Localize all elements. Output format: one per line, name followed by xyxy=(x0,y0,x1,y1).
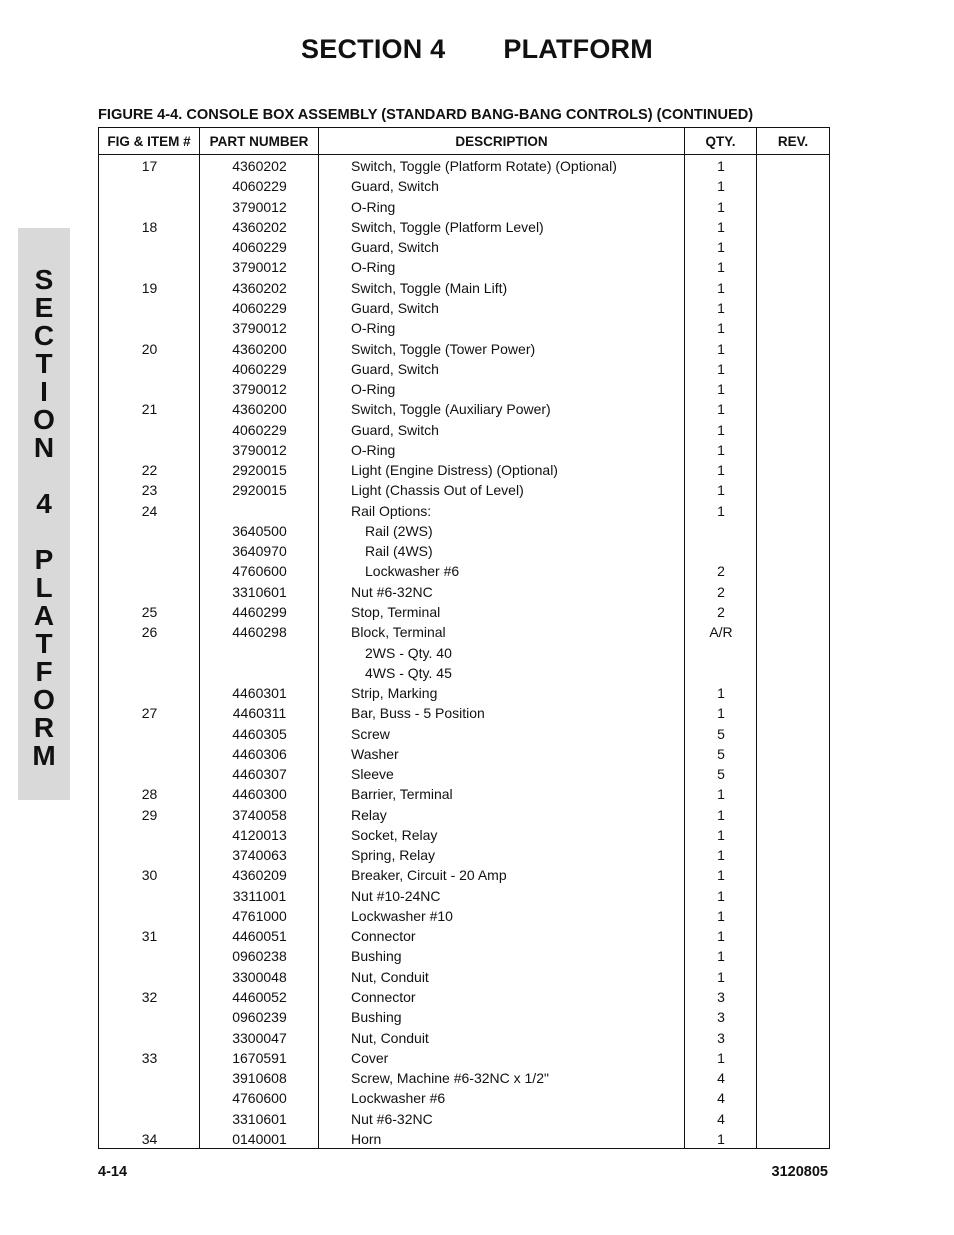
table-row xyxy=(99,784,829,804)
table-row xyxy=(99,379,829,399)
fig-item-cell: 22 xyxy=(141,462,158,479)
table-row xyxy=(99,886,829,906)
description-cell: O-Ring xyxy=(351,259,396,276)
part-number-cell: 4360200 xyxy=(232,340,287,357)
part-number-cell: 4060229 xyxy=(232,421,287,438)
part-number-cell: 4460311 xyxy=(232,705,287,722)
qty-cell: 1 xyxy=(717,198,725,215)
part-number-cell: 2920015 xyxy=(232,482,287,499)
qty-cell: 1 xyxy=(717,401,725,418)
fig-item-cell: 17 xyxy=(141,158,158,175)
part-number-cell: 2920015 xyxy=(232,462,287,479)
table-row xyxy=(99,906,829,926)
table-row xyxy=(99,865,829,885)
qty-cell: 1 xyxy=(717,907,725,924)
table-row xyxy=(99,480,829,500)
part-number-cell: 4120013 xyxy=(232,826,287,843)
qty-cell: 1 xyxy=(717,968,725,985)
fig-item-cell: 18 xyxy=(141,218,158,235)
page-number: 4-14 xyxy=(98,1164,128,1180)
table-row xyxy=(99,318,829,338)
qty-cell: 1 xyxy=(717,705,725,722)
section-title xyxy=(0,34,954,65)
description-cell: Switch, Toggle (Platform Level) xyxy=(351,218,544,235)
fig-item-cell: 30 xyxy=(141,867,158,884)
part-number-cell: 1670591 xyxy=(232,1049,287,1066)
description-cell: Washer xyxy=(351,745,399,762)
table-row xyxy=(99,683,829,703)
table-row xyxy=(99,440,829,460)
description-cell: Guard, Switch xyxy=(351,239,439,256)
description-cell: Sleeve xyxy=(351,766,394,783)
qty-cell: 1 xyxy=(717,887,725,904)
fig-item-cell: 27 xyxy=(141,705,158,722)
description-cell: Block, Terminal xyxy=(351,624,446,641)
part-number-cell: 4360200 xyxy=(232,401,287,418)
table-row xyxy=(99,703,829,723)
part-number-cell: 3790012 xyxy=(232,381,287,398)
table-row xyxy=(99,987,829,1007)
part-number-cell: 4060229 xyxy=(232,239,287,256)
qty-cell: 1 xyxy=(717,462,725,479)
table-row xyxy=(99,642,829,662)
part-number-cell: 3310601 xyxy=(232,1110,287,1127)
side-tab-letter: I xyxy=(40,376,48,407)
part-number-cell: 0960239 xyxy=(232,1009,287,1026)
qty-cell: 1 xyxy=(717,948,725,965)
description-cell: O-Ring xyxy=(351,198,396,215)
table-body xyxy=(99,155,829,1148)
qty-cell: 4 xyxy=(717,1090,725,1107)
table-row xyxy=(99,967,829,987)
qty-cell: 5 xyxy=(717,766,725,783)
table-row xyxy=(99,460,829,480)
qty-cell: 1 xyxy=(717,340,725,357)
qty-cell: 1 xyxy=(717,299,725,316)
description-cell: O-Ring xyxy=(351,441,396,458)
description-cell: Switch, Toggle (Auxiliary Power) xyxy=(351,401,551,418)
qty-cell: 5 xyxy=(717,725,725,742)
table-row xyxy=(99,399,829,419)
fig-item-cell: 29 xyxy=(141,806,158,823)
document-number: 3120805 xyxy=(771,1164,828,1180)
side-tab-letter: L xyxy=(35,572,53,603)
part-number-cell: 3790012 xyxy=(232,198,287,215)
part-number-cell: 0960238 xyxy=(232,948,287,965)
description-cell: Bushing xyxy=(351,1009,402,1026)
table-row xyxy=(99,217,829,237)
part-number-cell: 3640500 xyxy=(232,522,287,539)
qty-cell: 1 xyxy=(717,441,725,458)
qty-cell: 1 xyxy=(717,178,725,195)
section-name: PLATFORM xyxy=(503,34,653,64)
part-number-cell: 4460300 xyxy=(232,786,287,803)
parts-table xyxy=(98,127,830,1149)
part-number-cell: 3740058 xyxy=(232,806,287,823)
part-number-cell: 4761000 xyxy=(232,907,287,924)
description-cell: Bar, Buss - 5 Position xyxy=(351,705,485,722)
fig-item-cell: 34 xyxy=(141,1130,158,1147)
table-row xyxy=(99,825,829,845)
description-cell: Connector xyxy=(351,928,416,945)
qty-cell: 1 xyxy=(717,259,725,276)
qty-cell: 1 xyxy=(717,381,725,398)
col-header-rev: REV. xyxy=(777,133,809,149)
table-row xyxy=(99,764,829,784)
part-number-cell: 4460307 xyxy=(232,766,287,783)
table-row xyxy=(99,744,829,764)
description-cell: Guard, Switch xyxy=(351,421,439,438)
side-tab-letter: T xyxy=(35,348,53,379)
part-number-cell: 4060229 xyxy=(232,299,287,316)
table-row xyxy=(99,237,829,257)
part-number-cell: 4460305 xyxy=(232,725,287,742)
part-number-cell: 4360209 xyxy=(232,867,287,884)
fig-item-cell: 19 xyxy=(141,279,158,296)
qty-cell: 1 xyxy=(717,806,725,823)
qty-cell: 3 xyxy=(717,989,725,1006)
description-cell: Rail (2WS) xyxy=(365,522,433,539)
section-side-tab xyxy=(18,228,70,800)
section-label: SECTION 4 xyxy=(301,34,446,64)
qty-cell: 1 xyxy=(717,928,725,945)
figure-title: FIGURE 4-4. CONSOLE BOX ASSEMBLY (STANDARD BANG-BANG CONTROLS) (CONTINUED) xyxy=(98,107,754,123)
part-number-cell: 4760600 xyxy=(232,563,287,580)
side-tab-letter: F xyxy=(35,656,53,687)
description-cell: Socket, Relay xyxy=(351,826,438,843)
table-row xyxy=(99,521,829,541)
part-number-cell: 4460051 xyxy=(232,928,287,945)
part-number-cell: 4360202 xyxy=(232,218,287,235)
table-row xyxy=(99,419,829,439)
qty-cell: 1 xyxy=(717,867,725,884)
qty-cell: 1 xyxy=(717,279,725,296)
description-cell: Nut, Conduit xyxy=(351,1029,429,1046)
table-row xyxy=(99,197,829,217)
fig-item-cell: 28 xyxy=(141,786,158,803)
table-row xyxy=(99,946,829,966)
table-row xyxy=(99,156,829,176)
qty-cell: 1 xyxy=(717,685,725,702)
description-cell: 2WS - Qty. 40 xyxy=(365,644,452,661)
side-tab-letter: 4 xyxy=(36,488,52,519)
table-rows xyxy=(99,155,829,1149)
description-cell: Guard, Switch xyxy=(351,360,439,377)
fig-item-cell: 23 xyxy=(141,482,158,499)
qty-cell: 1 xyxy=(717,239,725,256)
description-cell: Screw, Machine #6-32NC x 1/2" xyxy=(351,1070,549,1087)
description-cell: Nut #10-24NC xyxy=(351,887,441,904)
qty-cell: 4 xyxy=(717,1070,725,1087)
col-header-part-number: PART NUMBER xyxy=(200,128,319,154)
part-number-cell: 3311001 xyxy=(232,887,287,904)
part-number-cell: 0140001 xyxy=(232,1130,287,1147)
description-cell: Lockwasher #10 xyxy=(351,907,453,924)
part-number-cell: 3310601 xyxy=(232,583,287,600)
description-cell: Breaker, Circuit - 20 Amp xyxy=(351,867,507,884)
table-row xyxy=(99,845,829,865)
description-cell: Screw xyxy=(351,725,390,742)
table-row xyxy=(99,278,829,298)
qty-cell: 1 xyxy=(717,320,725,337)
table-row xyxy=(99,1088,829,1108)
description-cell: Nut #6-32NC xyxy=(351,583,433,600)
side-tab-letter: S xyxy=(34,264,54,295)
part-number-cell: 4460052 xyxy=(232,989,287,1006)
description-cell: Switch, Toggle (Platform Rotate) (Optional) xyxy=(351,158,617,175)
qty-cell: 1 xyxy=(717,786,725,803)
description-cell: Spring, Relay xyxy=(351,847,436,864)
table-row xyxy=(99,501,829,521)
table-row xyxy=(99,926,829,946)
table-row xyxy=(99,663,829,683)
description-cell: Switch, Toggle (Main Lift) xyxy=(351,279,508,296)
side-tab-letter: T xyxy=(35,628,53,659)
side-tab-letter: P xyxy=(34,544,54,575)
fig-item-cell: 20 xyxy=(141,340,158,357)
table-header xyxy=(99,128,829,155)
description-cell: Relay xyxy=(351,806,387,823)
part-number-cell: 4460299 xyxy=(232,603,287,620)
qty-cell: 2 xyxy=(717,603,725,620)
qty-cell: 1 xyxy=(717,158,725,175)
table-row xyxy=(99,1027,829,1047)
table-row xyxy=(99,1068,829,1088)
description-cell: Guard, Switch xyxy=(351,178,439,195)
table-row xyxy=(99,602,829,622)
fig-item-cell: 33 xyxy=(141,1049,158,1066)
table-row xyxy=(99,622,829,642)
description-cell: 4WS - Qty. 45 xyxy=(365,664,452,681)
table-row xyxy=(99,561,829,581)
description-cell: Rail (4WS) xyxy=(365,543,433,560)
table-row xyxy=(99,359,829,379)
description-cell: Nut, Conduit xyxy=(351,968,429,985)
part-number-cell: 4360202 xyxy=(232,158,287,175)
part-number-cell: 3790012 xyxy=(232,441,287,458)
description-cell: Stop, Terminal xyxy=(351,603,441,620)
table-row xyxy=(99,582,829,602)
part-number-cell: 4760600 xyxy=(232,1090,287,1107)
side-tab-letter: N xyxy=(33,432,55,463)
table-row xyxy=(99,723,829,743)
side-tab-letter: M xyxy=(32,740,56,771)
col-header-qty: QTY. xyxy=(685,128,757,154)
part-number-cell: 4060229 xyxy=(232,360,287,377)
qty-cell: 1 xyxy=(717,360,725,377)
qty-cell: 1 xyxy=(717,847,725,864)
part-number-cell: 3300047 xyxy=(232,1029,287,1046)
fig-item-cell: 26 xyxy=(141,624,158,641)
description-cell: Light (Chassis Out of Level) xyxy=(351,482,524,499)
part-number-cell: 4460301 xyxy=(232,685,287,702)
description-cell: Horn xyxy=(351,1130,382,1147)
part-number-cell: 3790012 xyxy=(232,320,287,337)
description-cell: Light (Engine Distress) (Optional) xyxy=(351,462,558,479)
qty-cell: 2 xyxy=(717,583,725,600)
side-tab-letter: C xyxy=(33,320,55,351)
description-cell: Rail Options: xyxy=(351,502,432,519)
description-cell: Switch, Toggle (Tower Power) xyxy=(351,340,536,357)
qty-cell: 1 xyxy=(717,421,725,438)
description-cell: Bushing xyxy=(351,948,402,965)
side-tab-letter: O xyxy=(33,684,55,715)
description-cell: Lockwasher #6 xyxy=(351,1090,446,1107)
table-row xyxy=(99,257,829,277)
qty-cell: 1 xyxy=(717,826,725,843)
table-row xyxy=(99,298,829,318)
description-cell: Barrier, Terminal xyxy=(351,786,453,803)
fig-item-cell: 25 xyxy=(141,603,158,620)
description-cell: Strip, Marking xyxy=(351,685,438,702)
part-number-cell: 4360202 xyxy=(232,279,287,296)
description-cell: Cover xyxy=(351,1049,389,1066)
description-cell: O-Ring xyxy=(351,320,396,337)
qty-cell: 4 xyxy=(717,1110,725,1127)
side-tab-letter: E xyxy=(34,292,54,323)
description-cell: O-Ring xyxy=(351,381,396,398)
description-cell: Lockwasher #6 xyxy=(365,563,460,580)
description-cell: Nut #6-32NC xyxy=(351,1110,433,1127)
qty-cell: 2 xyxy=(717,563,725,580)
part-number-cell: 3910608 xyxy=(232,1070,287,1087)
description-cell: Connector xyxy=(351,989,416,1006)
qty-cell: 1 xyxy=(717,1130,725,1147)
table-row xyxy=(99,1129,829,1149)
qty-cell: 1 xyxy=(717,1049,725,1066)
col-header-fig-item: FIG & ITEM # xyxy=(99,128,200,154)
fig-item-cell: 21 xyxy=(141,401,158,418)
qty-cell: 5 xyxy=(717,745,725,762)
part-number-cell: 3640970 xyxy=(232,543,287,560)
fig-item-cell: 32 xyxy=(141,989,158,1006)
description-cell: Guard, Switch xyxy=(351,299,439,316)
qty-cell: 3 xyxy=(717,1029,725,1046)
side-tab-letter: R xyxy=(33,712,55,743)
part-number-cell: 3790012 xyxy=(232,259,287,276)
qty-cell: 1 xyxy=(717,502,725,519)
table-row xyxy=(99,338,829,358)
col-header-description: DESCRIPTION xyxy=(319,128,685,154)
side-tab-letter: O xyxy=(33,404,55,435)
fig-item-cell: 31 xyxy=(141,928,158,945)
part-number-cell: 4060229 xyxy=(232,178,287,195)
qty-cell: 1 xyxy=(717,218,725,235)
fig-item-cell: 24 xyxy=(141,502,158,519)
side-tab-letter: A xyxy=(33,600,55,631)
table-row xyxy=(99,1108,829,1128)
part-number-cell: 4460298 xyxy=(232,624,287,641)
table-row xyxy=(99,1007,829,1027)
table-row xyxy=(99,805,829,825)
qty-cell: A/R xyxy=(709,624,733,641)
table-row xyxy=(99,1048,829,1068)
table-row xyxy=(99,541,829,561)
part-number-cell: 3300048 xyxy=(232,968,287,985)
part-number-cell: 4460306 xyxy=(232,745,287,762)
part-number-cell: 3740063 xyxy=(232,847,287,864)
qty-cell: 1 xyxy=(717,482,725,499)
table-row xyxy=(99,176,829,196)
qty-cell: 3 xyxy=(717,1009,725,1026)
